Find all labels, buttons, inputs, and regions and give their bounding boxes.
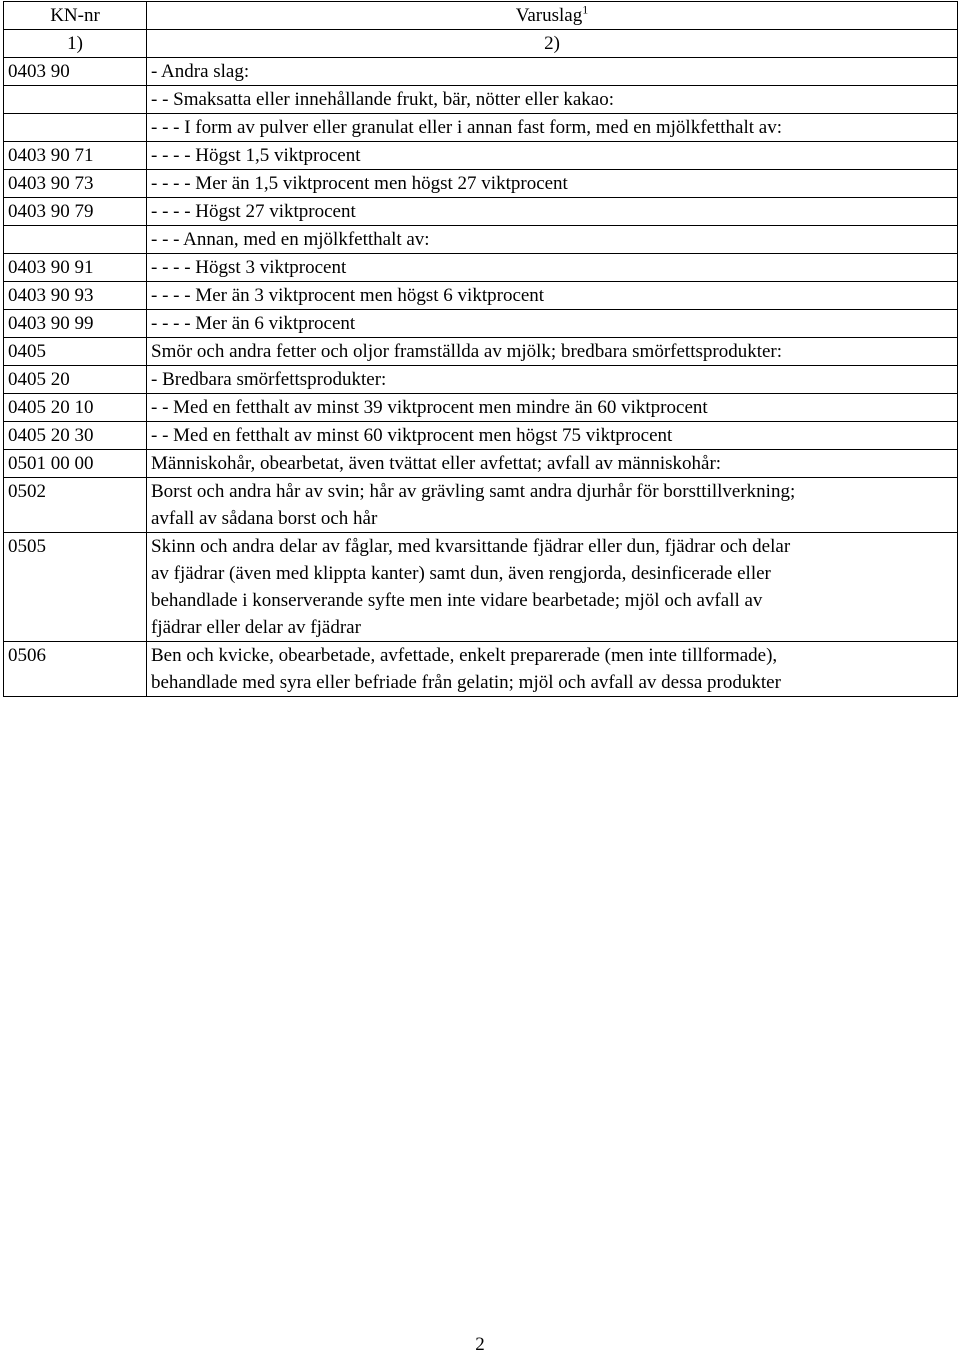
description-cell (147, 254, 958, 282)
table-row (4, 58, 958, 86)
table-row (4, 338, 958, 366)
description-cell (147, 198, 958, 226)
header-varuslag-label: Varuslag (515, 5, 583, 26)
description-line: behandlade i konserverande syfte men inte vidare bearbetade; mjöl och avfall av (151, 590, 763, 611)
description-cell (147, 86, 958, 114)
table-row (4, 170, 958, 198)
description-cell (147, 422, 958, 450)
description-line: av fjädrar (även med klippta kanter) samt dun, även rengjorda, desinficerade eller (151, 563, 771, 584)
description-line: - - - - Mer än 3 viktprocent men högst 6 viktprocent (151, 285, 545, 306)
table-row (4, 114, 958, 142)
kn-code-cell: 0405 (4, 338, 147, 366)
description-line: Skinn och andra delar av fåglar, med kvarsittande fjädrar eller dun, fjädrar och delar (151, 536, 791, 557)
kn-code-cell: 0403 90 73 (4, 170, 147, 198)
header-varuslag (147, 2, 958, 30)
column-number-2: 2) (147, 30, 958, 58)
description-cell (147, 642, 958, 697)
table-header-row (4, 2, 958, 30)
description-line: - - Med en fetthalt av minst 39 viktprocent men mindre än 60 viktprocent (151, 397, 708, 418)
description-line: - - - Annan, med en mjölkfetthalt av: (151, 229, 430, 250)
kn-code-cell: 0405 20 (4, 366, 147, 394)
description-line: Borst och andra hår av svin; hår av grävling samt andra djurhår för borsttillverkning; (151, 481, 796, 502)
description-cell (147, 170, 958, 198)
table-row (4, 198, 958, 226)
description-cell (147, 310, 958, 338)
kn-code-cell: 0405 20 30 (4, 422, 147, 450)
table-row (4, 422, 958, 450)
kn-code-cell: 0403 90 93 (4, 282, 147, 310)
description-line: - - - - Högst 3 viktprocent (151, 257, 347, 278)
description-line: behandlade med syra eller befriade från gelatin; mjöl och avfall av dessa produkter (151, 672, 781, 693)
description-cell (147, 366, 958, 394)
kn-code-cell: 0502 (4, 478, 147, 533)
description-line: - Bredbara smörfettsprodukter: (151, 369, 387, 390)
table-row (4, 310, 958, 338)
description-line: - - - - Högst 27 viktprocent (151, 201, 356, 222)
table-row (4, 86, 958, 114)
table-column-number-row (4, 30, 958, 58)
description-line: - - Med en fetthalt av minst 60 viktprocent men högst 75 viktprocent (151, 425, 673, 446)
description-line: avfall av sådana borst och hår (151, 508, 378, 529)
table-row (4, 282, 958, 310)
column-number-1: 1) (4, 30, 147, 58)
table-row (4, 394, 958, 422)
header-kn-nr: KN-nr (4, 2, 147, 30)
commodity-code-table (3, 1, 958, 697)
description-line: fjädrar eller delar av fjädrar (151, 617, 361, 638)
kn-code-cell (4, 114, 147, 142)
description-cell (147, 533, 958, 642)
description-line: Ben och kvicke, obearbetade, avfettade, enkelt preparerade (men inte tillformade), (151, 645, 778, 666)
kn-code-cell: 0505 (4, 533, 147, 642)
table-row (4, 254, 958, 282)
description-cell (147, 450, 958, 478)
description-cell (147, 394, 958, 422)
description-cell (147, 282, 958, 310)
description-line: - - - - Mer än 6 viktprocent (151, 313, 356, 334)
description-line: Människohår, obearbetat, även tvättat eller avfettat; avfall av människohår: (151, 453, 722, 474)
description-cell (147, 478, 958, 533)
kn-code-cell: 0501 00 00 (4, 450, 147, 478)
description-line: Smör och andra fetter och oljor framställda av mjölk; bredbara smörfettsprodukter: (151, 341, 783, 362)
description-cell (147, 142, 958, 170)
kn-code-cell (4, 86, 147, 114)
page-number: 2 (475, 1334, 485, 1355)
table-row (4, 642, 958, 697)
table-row (4, 533, 958, 642)
description-cell (147, 114, 958, 142)
description-cell (147, 58, 958, 86)
kn-code-cell: 0403 90 79 (4, 198, 147, 226)
kn-code-cell: 0403 90 91 (4, 254, 147, 282)
table-row (4, 226, 958, 254)
description-cell (147, 338, 958, 366)
kn-code-cell: 0403 90 99 (4, 310, 147, 338)
table-row (4, 366, 958, 394)
kn-code-cell: 0403 90 71 (4, 142, 147, 170)
description-line: - - Smaksatta eller innehållande frukt, bär, nötter eller kakao: (151, 89, 614, 110)
description-cell (147, 226, 958, 254)
kn-code-cell: 0405 20 10 (4, 394, 147, 422)
description-line: - Andra slag: (151, 61, 250, 82)
description-line: - - - - Mer än 1,5 viktprocent men högst 27 viktprocent (151, 173, 568, 194)
description-line: - - - I form av pulver eller granulat eller i annan fast form, med en mjölkfetthalt av: (151, 117, 782, 138)
table-row (4, 450, 958, 478)
table-row (4, 478, 958, 533)
kn-code-cell (4, 226, 147, 254)
kn-code-cell: 0506 (4, 642, 147, 697)
table-row (4, 142, 958, 170)
description-line: - - - - Högst 1,5 viktprocent (151, 145, 361, 166)
kn-code-cell: 0403 90 (4, 58, 147, 86)
footnote-marker: 1 (582, 2, 589, 17)
